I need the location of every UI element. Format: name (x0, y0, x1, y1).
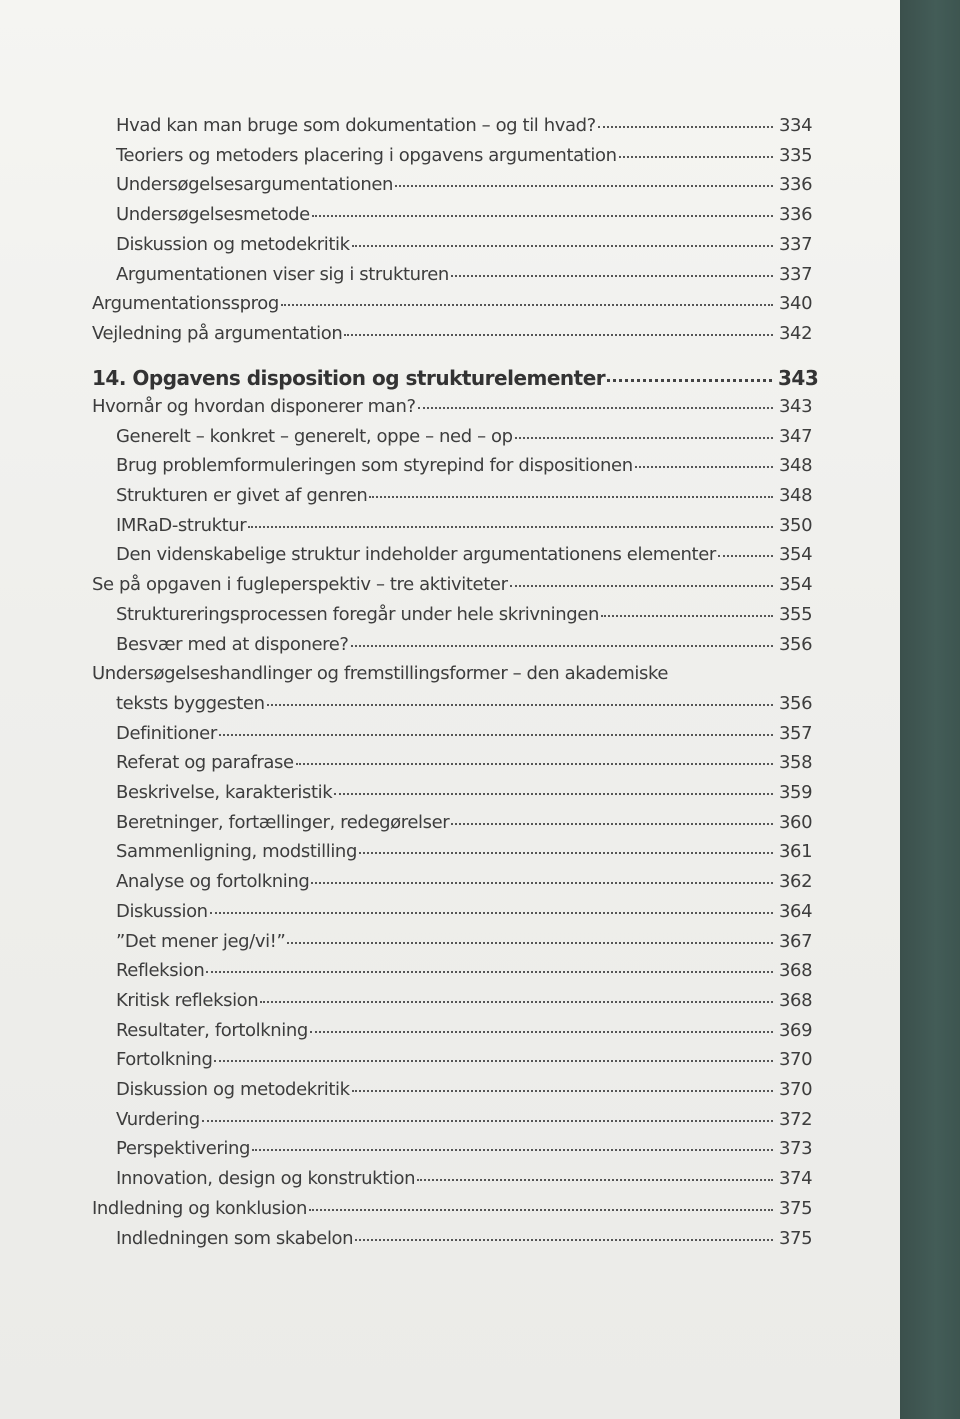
toc-page-number: 335 (779, 144, 813, 166)
dot-leader (351, 645, 773, 647)
toc-entry (0, 752, 813, 782)
toc-page-number: 362 (779, 871, 813, 893)
toc-entry-title: IMRaD-struktur (116, 514, 247, 536)
dot-leader (219, 734, 773, 736)
dot-leader (248, 526, 773, 528)
toc-entry-title: Referat og parafrase (116, 752, 294, 774)
toc-entry (0, 544, 813, 574)
dot-leader (252, 1149, 773, 1151)
toc-entry-title: Generelt – konkret – generelt, oppe – ned – op (116, 425, 513, 447)
toc-entry-title: Hvornår og hvordan disponerer man? (92, 395, 416, 417)
toc-entry (0, 485, 813, 515)
toc-page-number: 336 (779, 204, 813, 226)
toc-entry-title: Undersøgelsesargumentationen (116, 174, 394, 196)
toc-page-number: 361 (779, 841, 813, 863)
toc-entry-title: Definitioner (116, 722, 217, 744)
toc-entry-title: Argumentationssprog (92, 293, 279, 315)
dot-leader (334, 793, 773, 795)
toc-page-number: 372 (779, 1108, 813, 1130)
toc-entry (0, 234, 813, 264)
toc-entry-title: Perspektivering (116, 1138, 251, 1160)
toc-entry (0, 1228, 813, 1258)
toc-entry (0, 115, 813, 145)
toc-page-number: 370 (779, 1049, 813, 1071)
dot-leader (344, 334, 773, 336)
dot-leader (352, 245, 773, 247)
toc-entry-title: Brug problemformuleringen som styrepind for dispositionen (116, 455, 633, 477)
toc-page-number: 334 (779, 115, 813, 136)
toc-entry (0, 723, 813, 753)
toc-entry (0, 604, 813, 634)
toc-page-number: 337 (779, 233, 813, 255)
toc-entry-title: Struktureringsprocessen foregår under hele skrivningen (116, 603, 599, 625)
dot-leader (281, 304, 773, 306)
toc-entry-title: Beretninger, fortællinger, redegørelser (116, 811, 450, 833)
dot-leader (312, 215, 773, 217)
toc-page-number: 356 (779, 692, 813, 714)
toc-entry-title: ”Det mener jeg/vi!” (116, 930, 286, 952)
toc-entry (0, 960, 813, 990)
dot-leader (202, 1120, 773, 1122)
toc-entry-title: Besvær med at disponere? (116, 633, 349, 655)
dot-leader (311, 882, 773, 884)
toc-entry (0, 455, 813, 485)
toc-entry-title: 14. Opgavens disposition og strukturelementer (92, 365, 606, 390)
dot-leader (267, 704, 773, 706)
toc-entry (0, 634, 813, 664)
toc-page-number: 348 (779, 455, 813, 477)
toc-entry (0, 323, 813, 353)
toc-entry-title: Undersøgelsesmetode (116, 204, 310, 226)
toc-page-number: 343 (779, 395, 813, 417)
toc-page-number: 356 (779, 633, 813, 655)
dot-leader (510, 585, 773, 587)
toc-entry-title: Diskussion (116, 900, 208, 922)
toc-page-number: 342 (779, 322, 813, 344)
dot-leader (418, 407, 773, 409)
toc-entry-title: Hvad kan man bruge som dokumentation – og til hvad? (116, 115, 596, 136)
toc-page-number: 368 (779, 989, 813, 1011)
dot-leader (309, 1209, 773, 1211)
toc-page-number: 350 (779, 514, 813, 536)
dot-leader (417, 1179, 773, 1181)
dot-leader (718, 555, 773, 557)
toc-page-number: 368 (779, 960, 813, 982)
toc-entry (0, 293, 813, 323)
dot-leader (451, 275, 773, 277)
toc-entry (0, 1138, 813, 1168)
toc-entry-title: Indledning og konklusion (92, 1197, 308, 1219)
dot-leader (619, 156, 773, 158)
dot-leader (206, 971, 773, 973)
toc-page-number: 354 (779, 544, 813, 566)
dot-leader (355, 1239, 773, 1241)
toc-entry (0, 693, 813, 723)
toc-page-number: 355 (779, 603, 813, 625)
toc-entry (0, 812, 813, 842)
toc-page-number: 359 (779, 782, 813, 803)
toc-page-number: 360 (779, 811, 813, 833)
toc-entry (0, 396, 813, 426)
toc-entry-title: Kritisk refleksion (116, 989, 259, 1011)
toc-entry (0, 1198, 813, 1228)
toc-page-number: 367 (779, 930, 813, 952)
toc-page-number: 375 (779, 1227, 813, 1249)
dot-leader (359, 852, 773, 854)
toc-page-number: 369 (779, 1019, 813, 1041)
toc-entry (0, 1049, 813, 1079)
toc-entry (0, 931, 813, 961)
toc-entry-title: Se på opgaven i fugleperspektiv – tre aktiviteter (92, 574, 508, 596)
toc-entry (0, 574, 813, 604)
toc-entry-title: Diskussion og metodekritik (116, 233, 350, 255)
toc-entry-title: Vurdering (116, 1108, 200, 1130)
dot-leader (214, 1060, 773, 1062)
dot-leader (296, 763, 773, 765)
dot-leader (260, 1001, 773, 1003)
toc-entry (0, 174, 813, 204)
toc-entry (0, 990, 813, 1020)
toc-entry (0, 1109, 813, 1139)
toc-entry-title: Indledningen som skabelon (116, 1227, 354, 1249)
dot-leader (598, 126, 773, 128)
toc-entry (0, 515, 813, 545)
toc-page-number: 354 (779, 574, 813, 596)
toc-entry (0, 782, 813, 812)
toc-entry-title: Innovation, design og konstruktion (116, 1168, 416, 1190)
dot-leader (352, 1090, 773, 1092)
toc-entry-title: Beskrivelse, karakteristik (116, 782, 333, 803)
toc-entry (0, 204, 813, 234)
toc-entry-title: Undersøgelseshandlinger og fremstillingsformer – den akademiske (92, 663, 669, 685)
dot-leader (369, 496, 773, 498)
dot-leader (451, 823, 773, 825)
toc-entry (0, 264, 813, 294)
toc-page-number: 358 (779, 752, 813, 774)
toc-entry (0, 841, 813, 871)
toc-entry-title: Sammenligning, modstilling (116, 841, 357, 863)
toc-entry (0, 663, 813, 693)
toc-entry (0, 1168, 813, 1198)
toc-entry-title: Analyse og fortolkning (116, 871, 310, 893)
toc-page-number: 373 (779, 1138, 813, 1160)
dot-leader (287, 942, 773, 944)
toc-entry-title: Resultater, fortolkning (116, 1019, 308, 1041)
toc-chapter-heading (0, 365, 819, 396)
toc-entry (0, 426, 813, 456)
toc-entry-title: Teoriers og metoders placering i opgavens argumentation (116, 144, 617, 166)
toc-entry-title: Refleksion (116, 960, 205, 982)
toc-entry-title: teksts byggesten (116, 692, 265, 714)
toc-page-number: 348 (779, 485, 813, 506)
dot-leader (601, 615, 773, 617)
toc-entry-title: Diskussion og metodekritik (116, 1079, 350, 1100)
toc-page-number: 347 (779, 425, 813, 447)
dot-leader (607, 379, 772, 382)
toc-page-number: 337 (779, 263, 813, 285)
dot-leader (210, 912, 773, 914)
toc-page-number: 336 (779, 174, 813, 196)
dot-leader (395, 185, 773, 187)
toc-entry (0, 1079, 813, 1109)
toc-entry-title: Vejledning på argumentation (92, 322, 343, 344)
dot-leader (515, 437, 773, 439)
toc-entry (0, 145, 813, 175)
toc-page-number: 343 (778, 365, 819, 390)
dot-leader (635, 466, 773, 468)
toc-entry-title: Den videnskabelige struktur indeholder argumentationens elementer (116, 544, 716, 566)
dot-leader (310, 1031, 773, 1033)
toc-page-number: 357 (779, 722, 813, 744)
toc-page-number: 374 (779, 1168, 813, 1190)
toc-entry-title: Strukturen er givet af genren (116, 485, 368, 506)
toc-entry (0, 901, 813, 931)
toc-entry-title: Argumentationen viser sig i strukturen (116, 263, 449, 285)
toc-entry (0, 871, 813, 901)
toc-entry (0, 1020, 813, 1050)
toc-entry-title: Fortolkning (116, 1049, 213, 1071)
toc-page-number: 375 (779, 1197, 813, 1219)
toc-page-number: 370 (779, 1079, 813, 1100)
toc-page-number: 364 (779, 900, 813, 922)
toc-page-number: 340 (779, 293, 813, 315)
book-spine (900, 0, 960, 1419)
